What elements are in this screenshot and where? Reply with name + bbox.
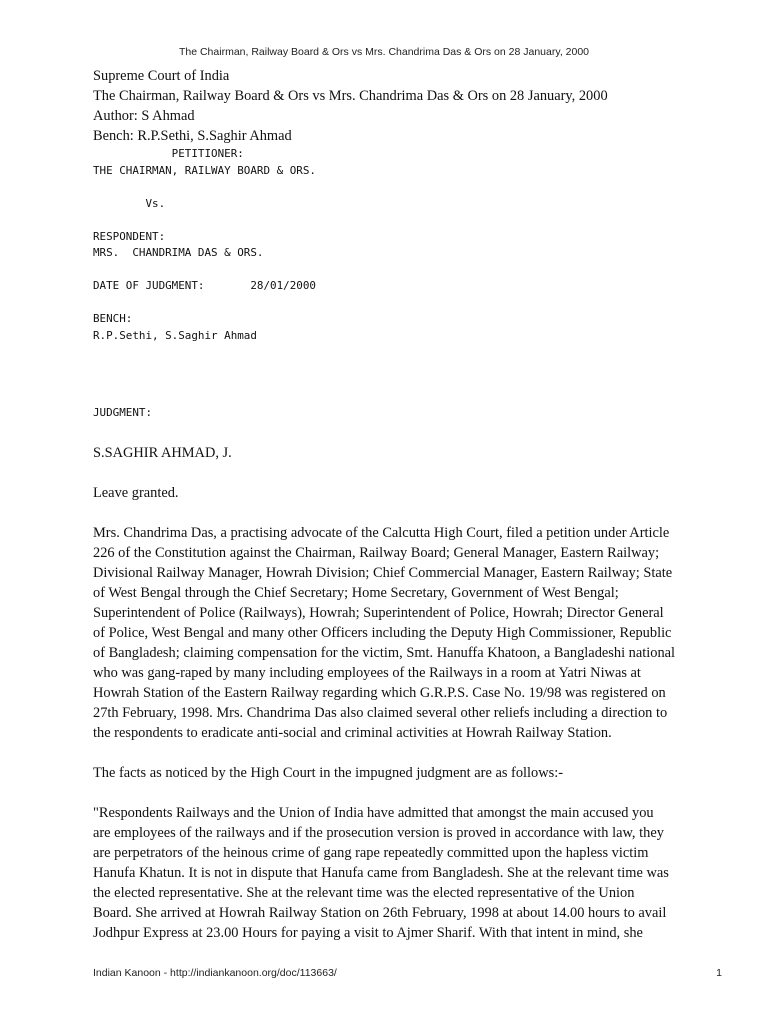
blank-line xyxy=(93,262,733,279)
text-line: Hanufa Khatun. It is not in dispute that Hanufa came from Bangladesh. She at the relevant time was xyxy=(93,864,669,881)
text-line: who was gang-raped by many including employees of the Railways in a room at Yatri Niwas at xyxy=(93,664,641,681)
leave-granted: Leave granted. xyxy=(93,484,179,501)
text-line: of Police, West Bengal and many other Officers including the Deputy High Commissioner, Republic xyxy=(93,624,672,641)
case-title: The Chairman, Railway Board & Ors vs Mrs. Chandrima Das & Ors on 28 January, 2000 xyxy=(93,88,608,104)
blank-line xyxy=(93,295,733,312)
text-line: of West Bengal through the Chief Secretary; Home Secretary, Government of West Bengal; xyxy=(93,584,619,601)
bench-label: BENCH: xyxy=(93,312,133,325)
versus-text: Vs. xyxy=(93,196,166,210)
petitioner-value: THE CHAIRMAN, RAILWAY BOARD & ORS. xyxy=(93,163,316,177)
blank-gap xyxy=(93,344,733,405)
text-line: 226 of the Constitution against the Chairman, Railway Board; General Manager, Eastern Railway; xyxy=(93,544,660,561)
judge-name: S.SAGHIR AHMAD, J. xyxy=(93,444,232,461)
document-body xyxy=(93,66,733,943)
text-line: Jodhpur Express at 23.00 Hours for paying a visit to Ajmer Sharif. With that intent in mind, she xyxy=(93,924,643,941)
paragraph-1 xyxy=(93,523,733,743)
text-line: are perpetrators of the heinous crime of gang rape repeatedly committed upon the hapless victim xyxy=(93,844,649,861)
text-line: are employees of the railways and if the prosecution version is proved in accordance with law, they xyxy=(93,824,664,841)
paragraph-2: The facts as noticed by the High Court in the impugned judgment are as follows:- xyxy=(93,764,563,781)
text-line: the elected representative. She at the relevant time was the elected representative of the Union xyxy=(93,884,635,901)
date-of-judgment: DATE OF JUDGMENT: 28/01/2000 xyxy=(93,279,316,292)
running-header: The Chairman, Railway Board & Ors vs Mrs. Chandrima Das & Ors on 28 January, 2000 xyxy=(178,46,590,58)
blank-line xyxy=(93,212,733,229)
text-line: Howrah Station of the Eastern Railway regarding which G.R.P.S. Case No. 19/98 was registered on xyxy=(93,684,666,701)
text-line: Mrs. Chandrima Das, a practising advocate of the Calcutta High Court, filed a petition under Article xyxy=(93,524,670,541)
text-line: the respondents to eradicate anti-social and criminal activities at Howrah Railway Station. xyxy=(93,724,612,741)
text-line: of Bangladesh; claiming compensation for the victim, Smt. Hanuffa Khatoon, a Bangladeshi national xyxy=(93,644,676,661)
judgment-label: JUDGMENT: xyxy=(93,406,153,419)
text-line: Superintendent of Police (Railways), Howrah; Superintendent of Police, Howrah; Director General xyxy=(93,604,664,621)
text-line: Board. She arrived at Howrah Railway Station on 26th February, 1998 at about 14.00 hours to avail xyxy=(93,904,667,921)
court-name: Supreme Court of India xyxy=(93,68,230,84)
author-line: Author: S Ahmad xyxy=(93,108,195,124)
petitioner-label: PETITIONER: xyxy=(93,147,244,160)
respondent-label: RESPONDENT: xyxy=(93,229,166,243)
page-number: 1 xyxy=(716,967,722,979)
text-line: Divisional Railway Manager, Howrah Division; Chief Commercial Manager, Eastern Railway; State xyxy=(93,564,673,581)
footer-source-link: Indian Kanoon - http://indiankanoon.org/doc/113663/ xyxy=(93,967,337,979)
paragraph-3-quote xyxy=(93,803,733,943)
text-line: 27th February, 1998. Mrs. Chandrima Das also claimed several other reliefs including a direction to xyxy=(93,704,668,721)
text-line: "Respondents Railways and the Union of India have admitted that amongst the main accused you xyxy=(93,804,654,821)
bench-value: R.P.Sethi, S.Saghir Ahmad xyxy=(93,328,257,342)
bench-line: Bench: R.P.Sethi, S.Saghir Ahmad xyxy=(93,128,292,144)
respondent-value: MRS. CHANDRIMA DAS & ORS. xyxy=(93,246,264,259)
blank-line xyxy=(93,179,733,196)
